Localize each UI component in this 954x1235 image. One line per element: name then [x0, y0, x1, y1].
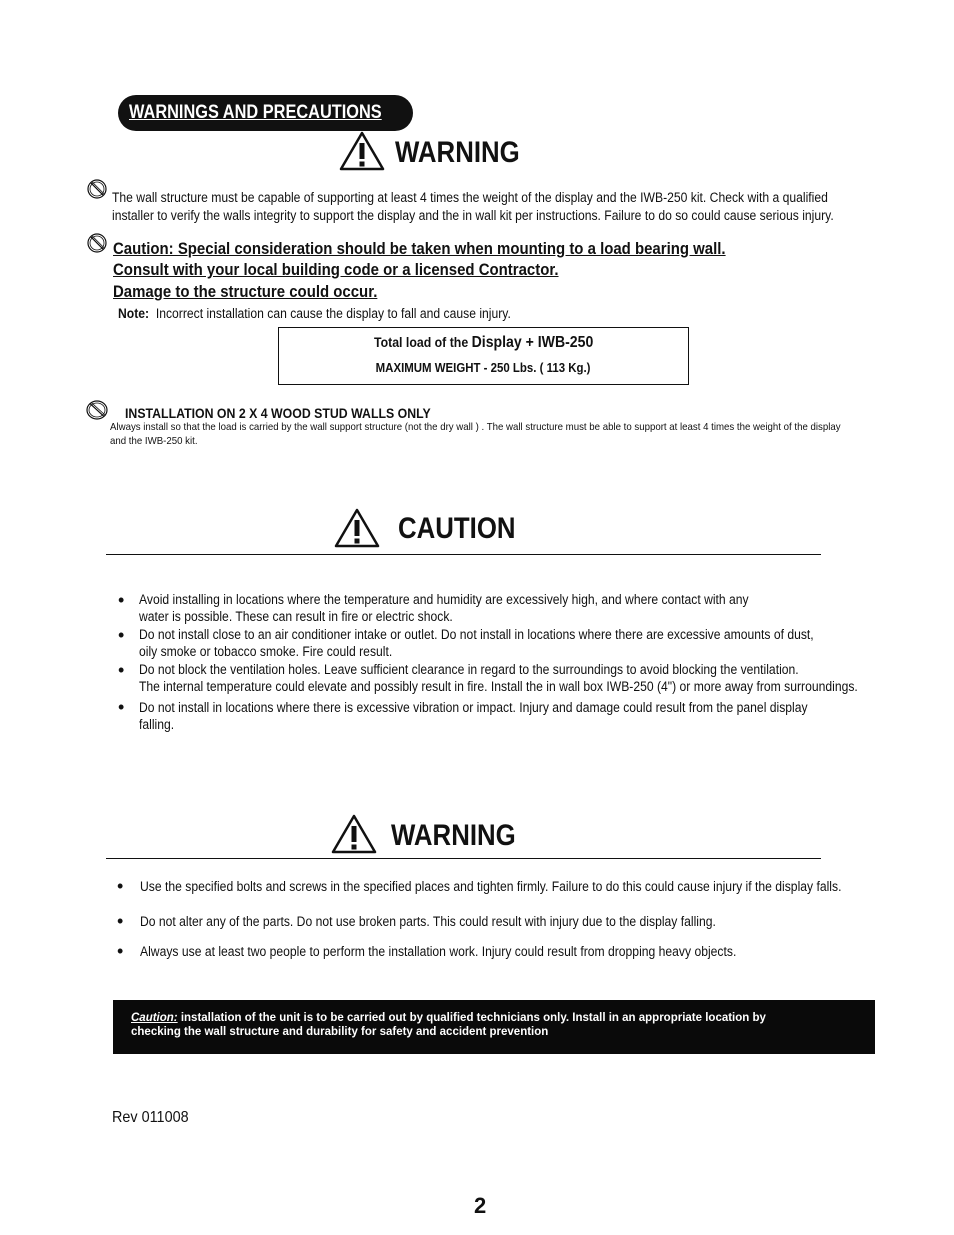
- prohibition-icon: [85, 399, 109, 421]
- warning-triangle-icon: [330, 813, 378, 855]
- warning-bullet-line: Always use at least two people to perform the installation work. Injury could result from dropping heavy objects.: [140, 944, 737, 959]
- bullet-dot: •: [118, 660, 125, 680]
- footer-caution-line: checking the wall structure and durability for safety and accident prevention: [131, 1026, 549, 1038]
- caution-bullet-line: Do not install in locations where there is excessive vibration or impact. Injury and damage could result from the panel display: [139, 700, 808, 715]
- caution-text-line: Caution: Special consideration should be taken when mounting to a load bearing wall.: [113, 239, 726, 258]
- divider: [106, 554, 821, 555]
- revision-label: Rev 011008: [112, 1109, 189, 1126]
- caution-bullet-line: Do not install close to an air conditioner intake or outlet. Do not install in locations where there are excessive amounts of dust,: [139, 627, 814, 642]
- caution-bullet-line: oily smoke or tobacco smoke. Fire could result.: [139, 644, 393, 659]
- caution-bullet-line: falling.: [139, 717, 175, 732]
- bullet-dot: •: [117, 941, 124, 961]
- warning-triangle-icon: [338, 130, 386, 172]
- stud-walls-text-line: and the IWB-250 kit.: [110, 435, 198, 447]
- caution-triangle-icon: [333, 507, 381, 549]
- warning-text-line: installer to verify the walls integrity to support the display and the in wall kit per instructions. Failure to do so could cause serious injury.: [112, 208, 834, 223]
- caution-bullet-line: water is possible. These can result in fire or electric shock.: [139, 609, 453, 624]
- stud-walls-text-line: Always install so that the load is carried by the wall support structure (not the dry wall ) . The wall structure must be able to support at least 4 times the weight of the display: [110, 421, 841, 433]
- section-badge: [118, 95, 413, 131]
- caution-text-line: Damage to the structure could occur.: [113, 282, 378, 301]
- footer-caution-line: installation of the unit is to be carried out by qualified technicians only. Install in an appropriate location by: [177, 1012, 766, 1024]
- warning-bullet-line: Do not alter any of the parts. Do not use broken parts. This could result with injury due to the display falling.: [140, 914, 716, 929]
- footer-caution-label: Caution:: [131, 1012, 178, 1024]
- load-prefix: Total load of the: [373, 334, 469, 350]
- warning-heading-2: WARNING: [391, 819, 516, 852]
- load-main: Display + IWB-250: [471, 334, 594, 351]
- page-number: 2: [474, 1193, 487, 1218]
- bullet-dot: •: [118, 625, 125, 645]
- section-badge-label: WARNINGS AND PRECAUTIONS: [129, 102, 382, 123]
- note: [118, 305, 511, 323]
- bullet-dot: •: [117, 911, 124, 931]
- caution-bullet-line: The internal temperature could elevate and possibly result in fire. Install the in wall box IWB-250 (4") or more away from surroundings.: [139, 679, 858, 694]
- max-weight-box: [278, 327, 689, 385]
- max-weight-text: MAXIMUM WEIGHT - 250 Lbs. ( 113 Kg.): [376, 360, 591, 375]
- note-text: Incorrect installation can cause the display to fall and cause injury.: [155, 306, 511, 321]
- warning-heading-1: WARNING: [395, 136, 520, 169]
- caution-bullet-line: Avoid installing in locations where the temperature and humidity are excessively high, and where contact with any: [139, 592, 749, 607]
- technician-caution-box: [113, 1000, 875, 1054]
- bullet-dot: •: [118, 590, 125, 610]
- bullet-dot: •: [118, 697, 125, 717]
- caution-bullet-line: Do not block the ventilation holes. Leave sufficient clearance in regard to the surroundings to avoid blocking the ventilation.: [139, 662, 799, 677]
- warning-bullet-line: Use the specified bolts and screws in the specified places and tighten firmly. Failure to do this could cause injury if the display falls.: [140, 879, 842, 894]
- prohibition-icon: [86, 232, 108, 254]
- divider: [106, 858, 821, 859]
- note-label: Note:: [118, 306, 150, 321]
- stud-walls-title: INSTALLATION ON 2 X 4 WOOD STUD WALLS ONLY: [125, 405, 431, 421]
- warning-text-line: The wall structure must be capable of supporting at least 4 times the weight of the display and the IWB-250 kit. Check with a qualified: [112, 190, 828, 205]
- bullet-dot: •: [117, 876, 124, 896]
- caution-text-line: Consult with your local building code or a licensed Contractor.: [113, 260, 559, 279]
- prohibition-icon: [86, 178, 108, 200]
- caution-heading: CAUTION: [398, 512, 516, 545]
